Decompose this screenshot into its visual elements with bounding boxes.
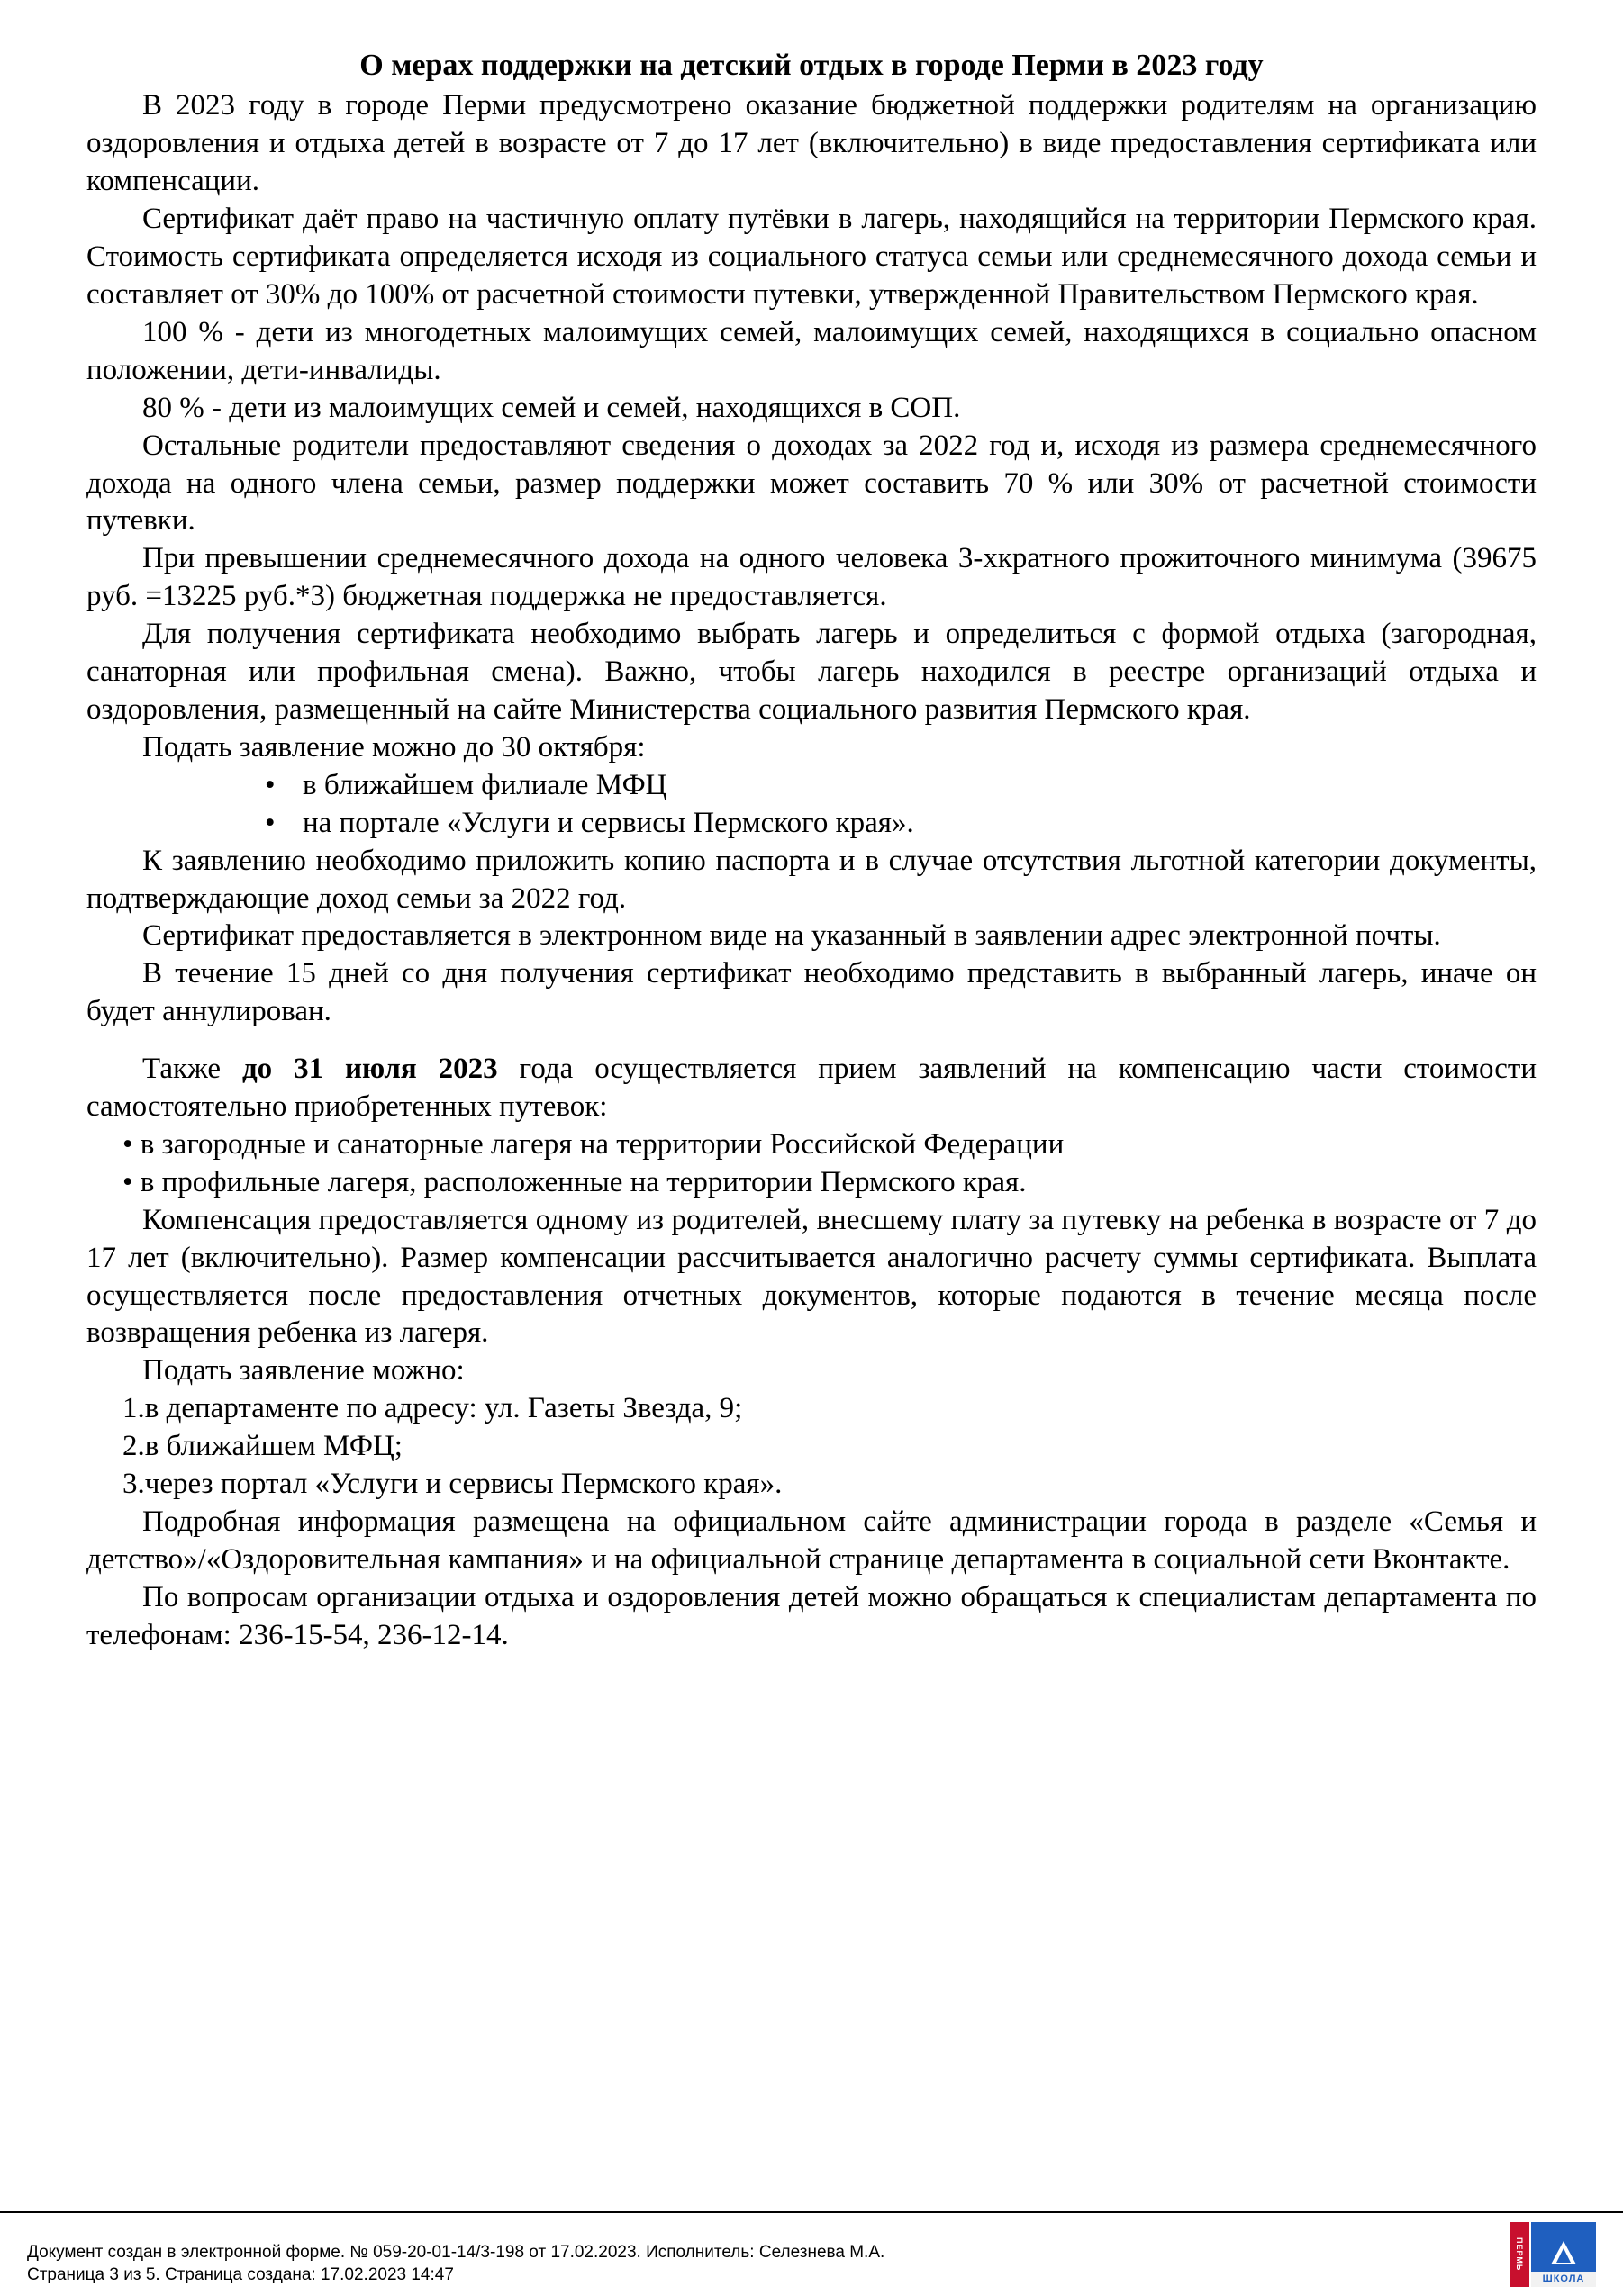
list-item: • на портале «Услуги и сервисы Пермского края».	[303, 805, 1537, 843]
section-spacer	[86, 1031, 1537, 1051]
paragraph-9: Сертификат предоставляется в электронном виде на указанный в заявлении адрес электронной почты.	[142, 919, 1441, 953]
paragraph-10: В течение 15 дней со дня получения сертификат необходимо представить в выбранный лагерь, иначе он будет аннулирован.	[86, 957, 1537, 1028]
numbered-item-3: 3.через портал «Услуги и сервисы Пермского края».	[122, 1468, 783, 1501]
paragraph-8: К заявлению необходимо приложить копию паспорта и в случае отсутствия льготной категории документы, подтверждающие доход семьи за 2022 год.	[86, 844, 1537, 915]
footer-line-1: Документ создан в электронной форме. № 059-20-01-14/3-198 от 17.02.2023. Исполнитель: Селезнева М.А.	[27, 2242, 885, 2262]
paragraph-11: Компенсация предоставляется одному из родителей, внесшему плату за путевку на ребенка в возрасте от 7 до 17 лет (включительно). Размер компенсации рассчитывается аналогично расчету суммы сертификата. Выплата осуществляется после предоставления отчетных документов, которые подаются в течение месяца после возвращения ребенка из лагеря.	[86, 1203, 1537, 1350]
paragraph-compensation-intro	[86, 1051, 1537, 1126]
paragraph-2: Сертификат даёт право на частичную оплату путёвки в лагерь, находящийся на территории Пермского края. Стоимость сертификата определяется исходя из социального статуса семьи или среднемесячного дохода семьи и составляет от 30% до 100% от расчетной стоимости путевки, утвержденной Правительством Пермского края.	[86, 203, 1537, 311]
paragraph-12: Подробная информация размещена на официальном сайте администрации города в разделе «Семья и детство»/«Оздоровительная кампания» и на официальной странице департамента в социальной сети Вконтакте.	[86, 1505, 1537, 1576]
application-channels-list	[86, 767, 1537, 843]
paragraph-apply-intro: Подать заявление можно:	[142, 1354, 465, 1388]
footer-text	[27, 2241, 884, 2287]
paragraph-13: По вопросам организации отдыха и оздоровления детей можно обращаться к специалистам департамента по телефонам: 236-15-54, 236-12-14.	[86, 1580, 1537, 1651]
compensation-item-2: • в профильные лагеря, расположенные на территории Пермского края.	[122, 1165, 1027, 1198]
school-logo-icon	[1546, 2237, 1582, 2272]
list-item: • в ближайшем филиале МФЦ	[303, 767, 1537, 805]
stamp-caption: ШКОЛА	[1531, 2272, 1596, 2287]
paragraph-5: Остальные родители предоставляют сведения о доходах за 2022 год и, исходя из размера среднемесячного дохода на одного члена семьи, размер поддержки может составить 70 % или 30% от расчетной стоимости путевки.	[86, 429, 1537, 538]
paragraph-1: В 2023 году в городе Перми предусмотрено оказание бюджетной поддержки родителям на организацию оздоровления и отдыха детей в возрасте от 7 до 17 лет (включительно) в виде предоставления сертификата или компенсации.	[86, 89, 1537, 198]
organization-stamp	[1508, 2220, 1596, 2287]
page-title: О мерах поддержки на детский отдых в городе Перми в 2023 году	[359, 49, 1264, 82]
compensation-deadline: до 31 июля 2023	[241, 1053, 498, 1086]
page-footer	[0, 2211, 1623, 2296]
paragraph-6: При превышении среднемесячного дохода на одного человека 3-хкратного прожиточного минимума (39675 руб. =13225 руб.*3) бюджетная поддержка не предоставляется.	[86, 542, 1537, 613]
stamp-inner	[1510, 2222, 1596, 2287]
paragraph-4: 80 % - дети из малоимущих семей и семей, находящихся в СОП.	[142, 391, 961, 424]
compensation-item-1: • в загородные и санаторные лагеря на территории Российской Федерации	[122, 1127, 1065, 1161]
paragraph-7: Для получения сертификата необходимо выбрать лагерь и определиться с формой отдыха (загородная, санаторная или профильная смена). Важно, чтобы лагерь находился в реестре организаций отдыха и оздоровления, размещенный на сайте Министерства социального развития Пермского края.	[86, 618, 1537, 726]
numbered-item-1: 1.в департаменте по адресу: ул. Газеты Звезда, 9;	[122, 1392, 743, 1425]
stamp-left-label: ПЕРМЬ	[1510, 2222, 1529, 2287]
compensation-intro-before: Также	[142, 1053, 242, 1086]
paragraph-application-deadline: Подать заявление можно до 30 октября:	[142, 730, 646, 764]
footer-line-2: Страница 3 из 5. Страница создана: 17.02.2023 14:47	[27, 2265, 454, 2285]
compensation-intro-after: года осуществляется прием заявлений на компенсацию части стоимости самостоятельно приобретенных путевок:	[86, 1053, 1537, 1124]
paragraph-3: 100 % - дети из многодетных малоимущих семей, малоимущих семей, находящихся в социально опасном положении, дети-инвалиды.	[86, 315, 1537, 386]
numbered-item-2: 2.в ближайшем МФЦ;	[122, 1430, 403, 1463]
